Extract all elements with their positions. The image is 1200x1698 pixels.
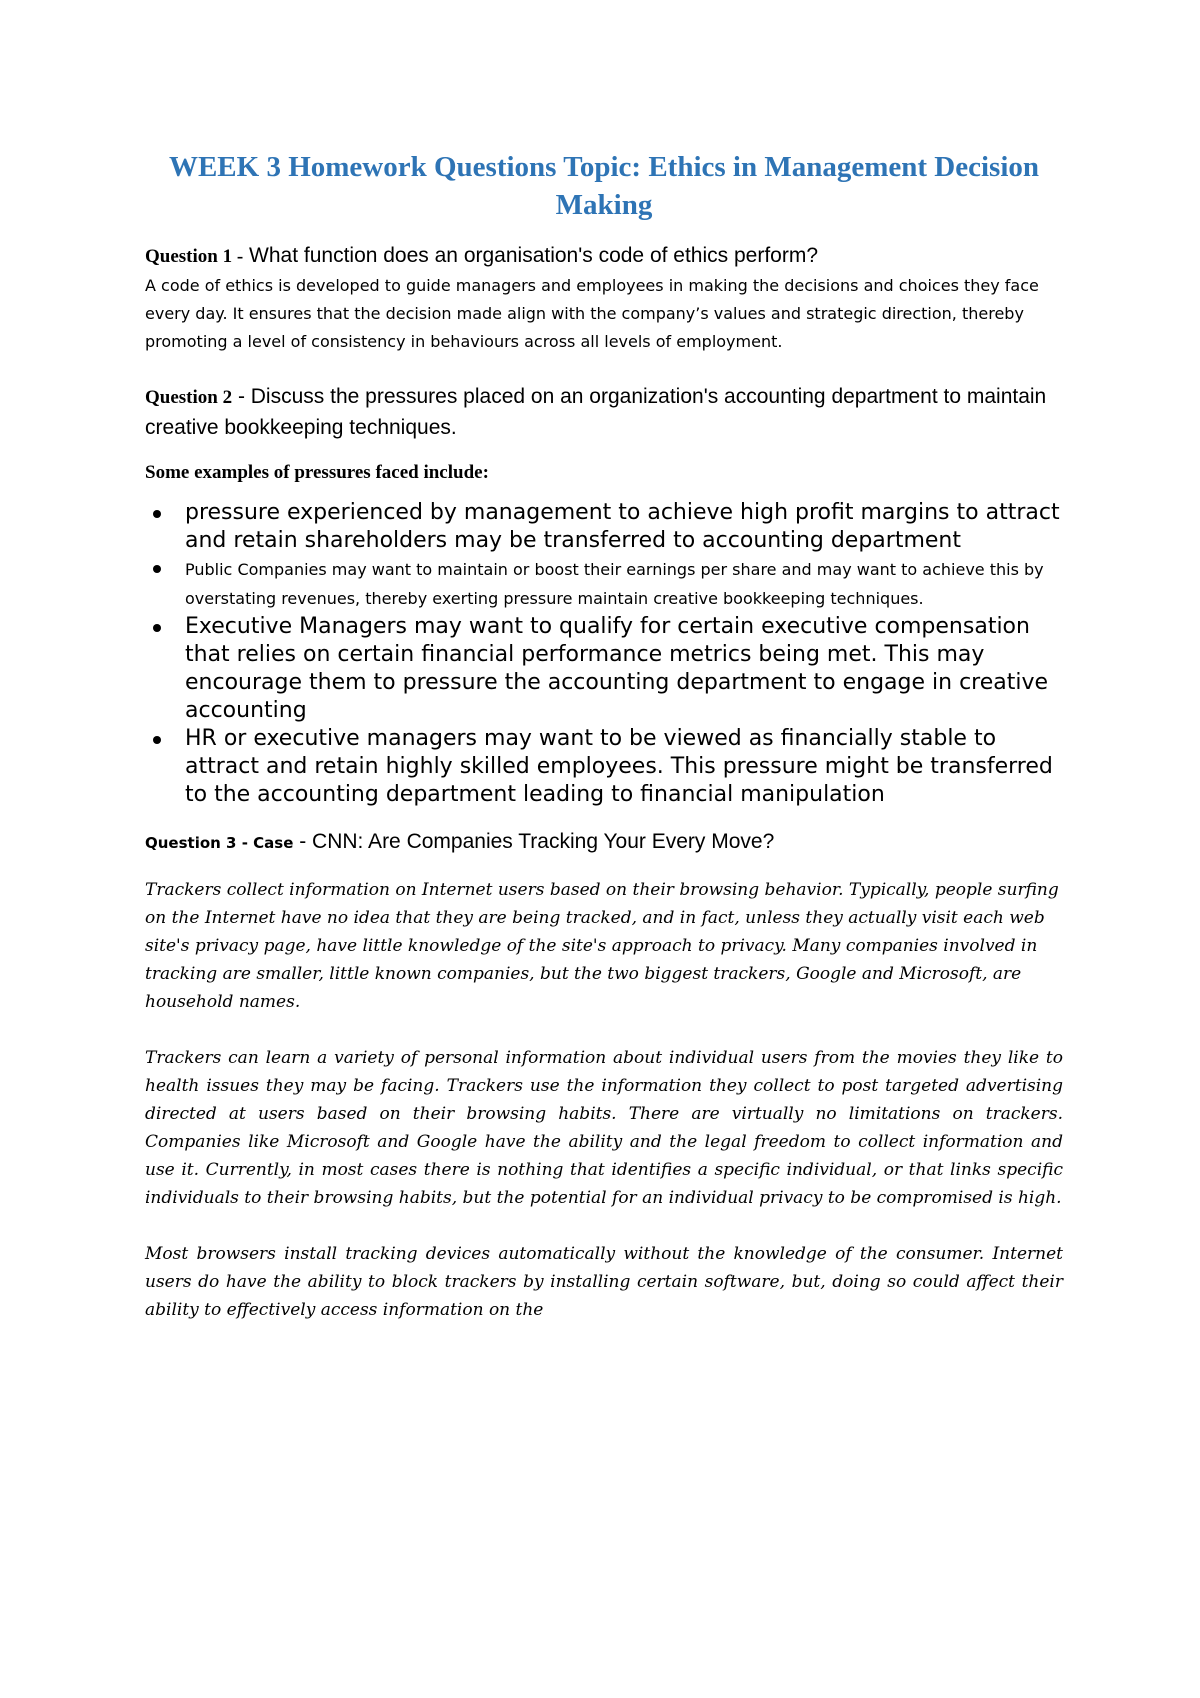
question-3-text: - CNN: Are Companies Tracking Your Every Move? xyxy=(293,830,775,853)
bullet-icon xyxy=(153,510,161,518)
question-2 xyxy=(145,382,1063,443)
question-1-text: What function does an organisation's code of ethics perform? xyxy=(243,244,819,267)
case-paragraph-3: Most browsers install tracking devices automatically without the knowledge of the consumer. Internet users do have the ability to block trackers by installing certain software, but, doing so could affect their ability to effectively access information on the xyxy=(145,1244,1063,1320)
list-item: pressure experienced by management to achieve high profit margins to attract and retain shareholders may be transferred to accounting department xyxy=(145,499,1063,555)
question-1-label: Question 1 - xyxy=(145,246,244,267)
pressures-subheading: Some examples of pressures faced include: xyxy=(145,462,489,483)
question-1 xyxy=(145,241,1063,272)
question-3 xyxy=(145,827,1063,858)
list-item: Public Companies may want to maintain or boost their earnings per share and may want to achieve this by overstating revenues, thereby exerting pressure maintain creative bookkeeping techniques. xyxy=(145,555,1063,613)
question-2-label: Question 2 xyxy=(145,387,233,408)
document-title: WEEK 3 Homework Questions Topic: Ethics in Management Decision Making xyxy=(168,151,1040,221)
question-3-label: Question 3 - Case xyxy=(145,834,294,852)
question-2-text: - Discuss the pressures placed on an organization's accounting department to maintain creative bookkeeping techniques. xyxy=(145,385,1047,439)
list-item: Executive Managers may want to qualify for certain executive compensation that relies on certain financial performance metrics being met. This may encourage them to pressure the accounting department to engage in creative accounting xyxy=(145,613,1063,725)
bullet-icon xyxy=(153,624,161,632)
case-paragraph-2: Trackers can learn a variety of personal information about individual users from the movies they like to health issues they may be facing. Trackers use the information they collect to post targeted advertising directed at users based on their browsing habits. There are virtually no limitations on trackers. Companies like Microsoft and Google have the ability and the legal freedom to collect information and use it. Currently, in most cases there is nothing that identifies a specific individual, or that links specific individuals to their browsing habits, but the potential for an individual privacy to be compromised is high. xyxy=(145,1048,1063,1208)
case-paragraph-1: Trackers collect information on Internet users based on their browsing behavior. Typically, people surfing on the Internet have no idea that they are being tracked, and in fact, unless they actually visit each web site's privacy page, have little knowledge of the site's approach to privacy. Many companies involved in tracking are smaller, little known companies, but the two biggest trackers, Google and Microsoft, are household names. xyxy=(145,880,1059,1012)
pressures-list xyxy=(145,499,1063,809)
bullet-icon xyxy=(153,736,161,744)
answer-1: A code of ethics is developed to guide managers and employees in making the decisions and choices they face every day. It ensures that the decision made align with the company’s values and strategic direction, thereby promoting a level of consistency in behaviours across all levels of employment. xyxy=(145,276,1039,351)
list-item: HR or executive managers may want to be viewed as financially stable to attract and retain highly skilled employees. This pressure might be transferred to the accounting department leading to financial manipulation xyxy=(145,725,1063,809)
bullet-icon xyxy=(153,565,161,573)
